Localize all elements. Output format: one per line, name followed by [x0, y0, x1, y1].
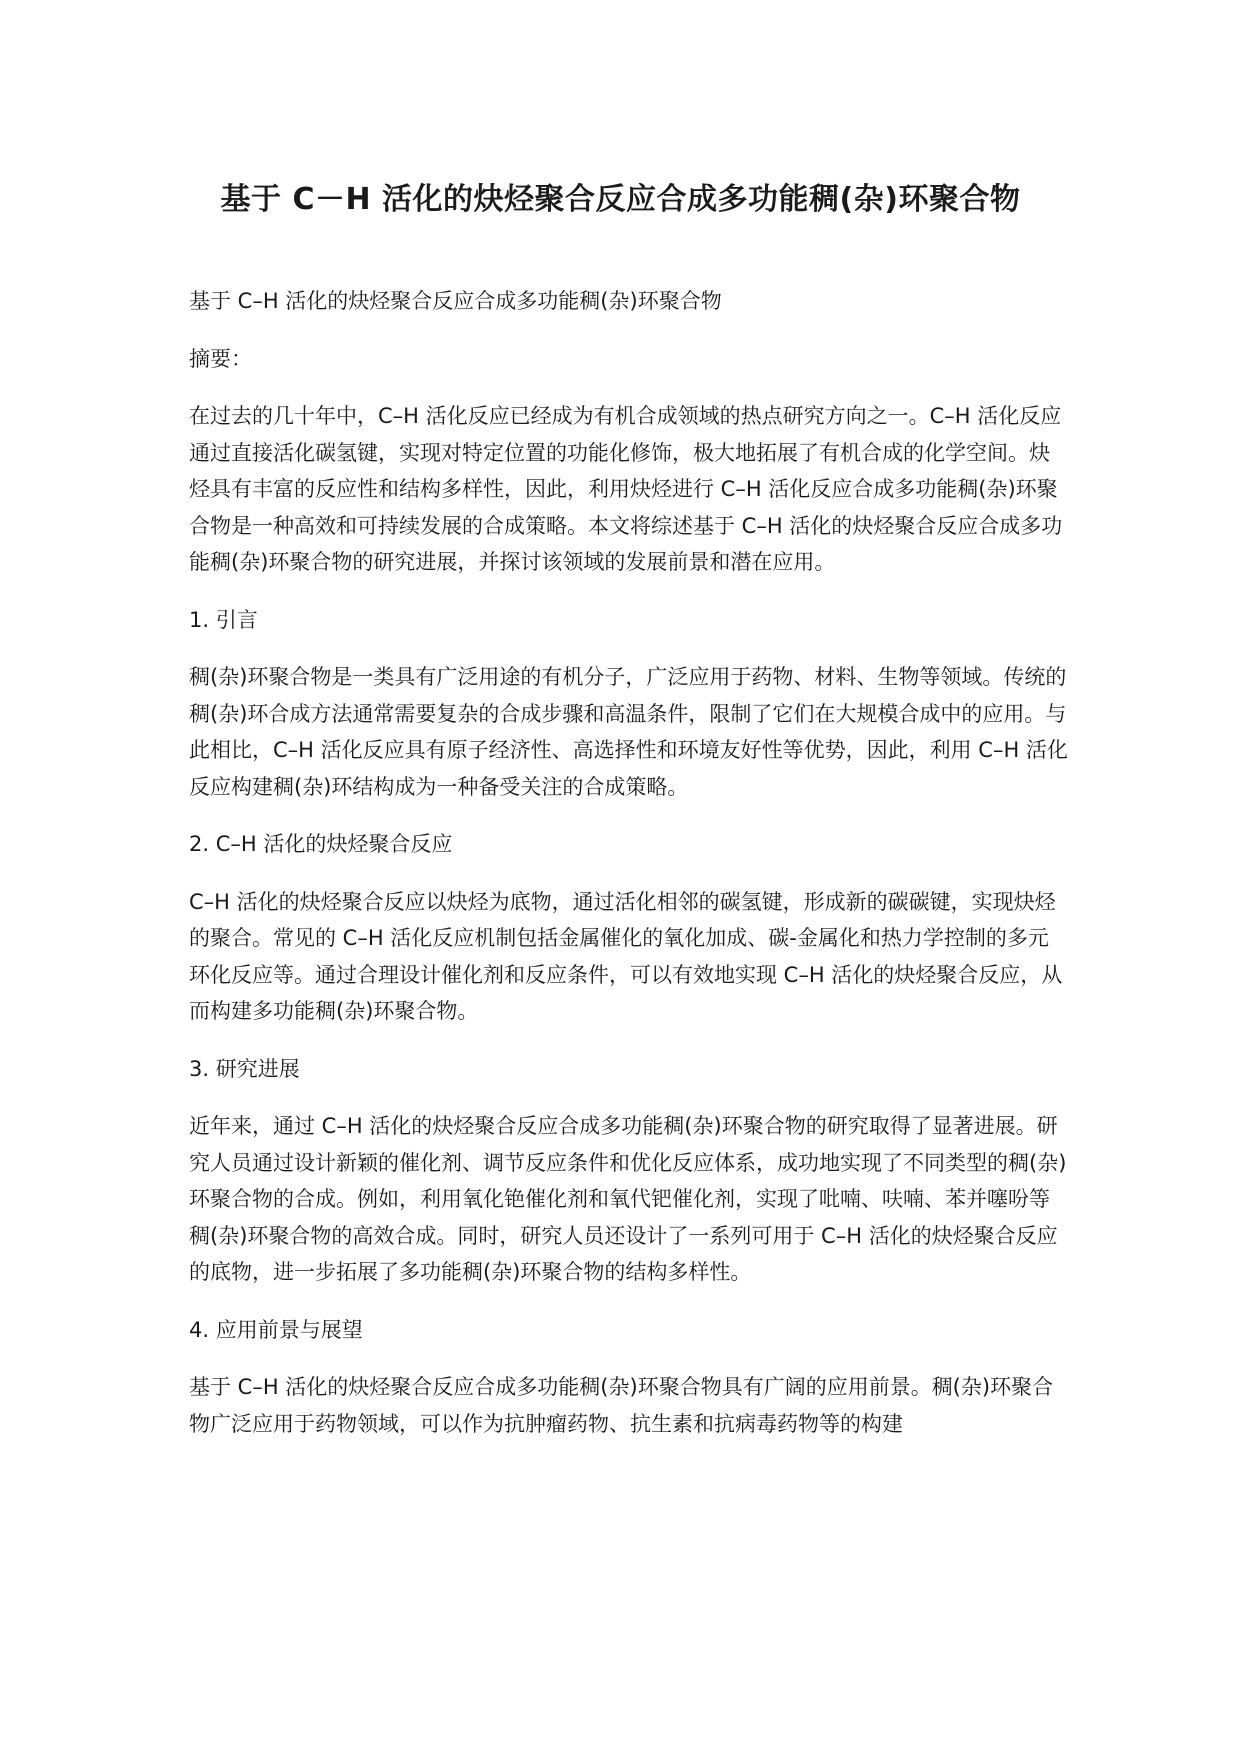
section-heading-introduction: 1. 引言	[189, 607, 258, 632]
document-body	[189, 283, 1069, 1463]
abstract-label: 摘要：	[189, 346, 252, 371]
document-subtitle: 基于 C–H 活化的炔烃聚合反应合成多功能稠(杂)环聚合物	[189, 289, 722, 313]
section-heading-ch-activation: 2. C–H 活化的炔烃聚合反应	[189, 832, 453, 856]
section-body-ch-activation: C–H 活化的炔烃聚合反应以炔烃为底物，通过活化相邻的碳氢键，形成新的碳碳键，实现炔烃的聚合。常见的 C–H 活化反应机制包括金属催化的氧化加成、碳-金属化和热力学控制的多元环化反应等。通过合理设计催化剂和反应条件，可以有效地实现 C–H 活化的炔烃聚合反应，从而构建多功能稠(杂)环聚合物。	[189, 889, 1063, 1023]
section-body-introduction: 稠(杂)环聚合物是一类具有广泛用途的有机分子，广泛应用于药物、材料、生物等领域。传统的稠(杂)环合成方法通常需要复杂的合成步骤和高温条件，限制了它们在大规模合成中的应用。与此相比，C–H 活化反应具有原子经济性、高选择性和环境友好性等优势，因此，利用 C–H 活化反应构建稠(杂)环结构成为一种备受关注的合成策略。	[189, 665, 1068, 799]
abstract-paragraph: 在过去的几十年中，C–H 活化反应已经成为有机合成领域的热点研究方向之一。C–H 活化反应通过直接活化碳氢键，实现对特定位置的功能化修饰，极大地拓展了有机合成的化学空间。炔烃具有丰富的反应性和结构多样性，因此，利用炔烃进行 C–H 活化反应合成多功能稠(杂)环聚合物是一种高效和可持续发展的合成策略。本文将综述基于 C–H 活化的炔烃聚合反应合成多功能稠(杂)环聚合物的研究进展，并探讨该领域的发展前景和潜在应用。	[189, 404, 1063, 574]
section-heading-progress: 3. 研究进展	[189, 1056, 300, 1081]
document-title: 基于 C－H 活化的炔烃聚合反应合成多功能稠(杂)环聚合物	[220, 182, 1021, 217]
section-body-outlook: 基于 C–H 活化的炔烃聚合反应合成多功能稠(杂)环聚合物具有广阔的应用前景。稠(杂)环聚合物广泛应用于药物领域，可以作为抗肿瘤药物、抗生素和抗病毒药物等的构建	[189, 1375, 1054, 1436]
section-body-progress: 近年来，通过 C–H 活化的炔烃聚合反应合成多功能稠(杂)环聚合物的研究取得了显著进展。研究人员通过设计新颖的催化剂、调节反应条件和优化反应体系，成功地实现了不同类型的稠(杂)环聚合物的合成。例如，利用氧化铯催化剂和氧代钯催化剂，实现了吡喃、呋喃、苯并噻吩等稠(杂)环聚合物的高效合成。同时，研究人员还设计了一系列可用于 C–H 活化的炔烃聚合反应的底物，进一步拓展了多功能稠(杂)环聚合物的结构多样性。	[189, 1114, 1067, 1284]
section-heading-outlook: 4. 应用前景与展望	[189, 1317, 363, 1342]
